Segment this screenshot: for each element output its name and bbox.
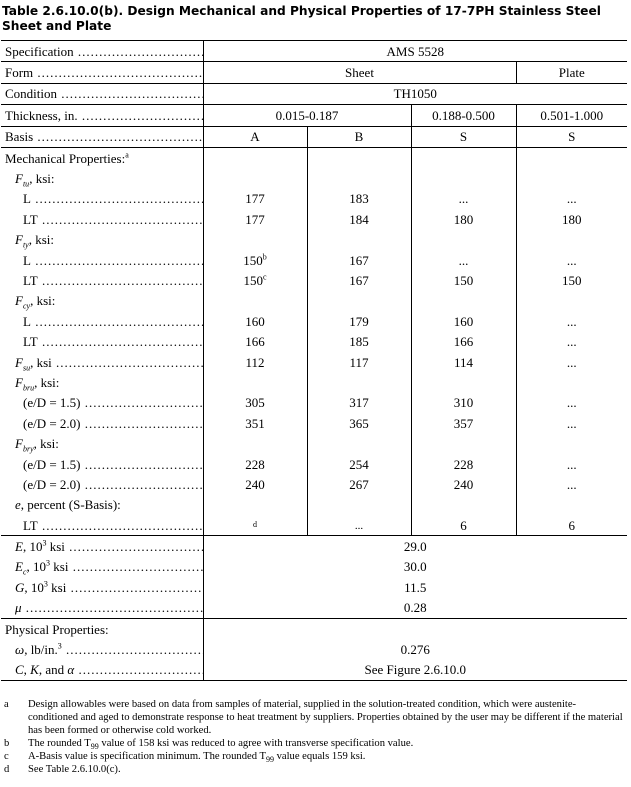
fbru-heading-row — [1, 372, 627, 392]
row-label: LT ..... — [1, 270, 203, 290]
elongation-label: e, percent (S-Basis): — [1, 495, 203, 515]
value-cell: ... — [566, 476, 577, 492]
modulus-ec-row — [1, 557, 627, 577]
fcy-heading-row — [1, 291, 627, 311]
row-label: LT ..... — [1, 515, 203, 536]
value-cell: 183 — [307, 189, 411, 209]
value-cell: 167 — [307, 270, 411, 290]
specification-value: AMS 5528 — [203, 41, 627, 62]
mechanical-heading: Mechanical Properties:$^a$ — [1, 147, 203, 168]
thickness-plate-thick: 0.501-1.000 — [516, 105, 627, 126]
footnote-key: b — [4, 738, 10, 749]
table-row — [1, 393, 627, 413]
value-cell: ... — [411, 189, 516, 209]
footnote-key: a — [4, 699, 9, 710]
modulus-e-value: 29.0 — [203, 536, 627, 557]
fty-label: $F_{ty}$, ksi: — [1, 230, 203, 250]
value-cell: 167 — [307, 250, 411, 270]
condition-label: Condition ..... — [1, 83, 203, 104]
density-row — [1, 639, 627, 659]
fsu-row — [1, 352, 627, 372]
basis-cell: A — [203, 126, 307, 147]
value-cell: 112 — [203, 352, 307, 372]
modulus-ec-label: $E_c$, $10^3$ ksi ..... — [1, 557, 203, 577]
table-title: Table 2.6.10.0(b). Design Mechanical and Physical Properties of 17-7PH Stainless Steel Sheet and Plate — [2, 4, 601, 33]
value-cell: 351 — [203, 413, 307, 433]
value-cell: 357 — [411, 413, 516, 433]
value-cell: 160 — [411, 311, 516, 331]
value-cell: 114 — [411, 352, 516, 372]
form-row — [1, 62, 627, 83]
value-cell: ... — [566, 415, 577, 431]
value-cell: 179 — [307, 311, 411, 331]
value-cell: 184 — [307, 209, 411, 229]
footnote — [4, 737, 624, 750]
footnote-key: c — [4, 751, 9, 762]
thermal-value: See Figure 2.6.10.0 — [203, 660, 627, 681]
footnote-text: Design allowables were based on data from samples of material, supplied in the solution-treated condition, which were austenite-conditioned and aged to demonstrate response to heat treatment by suppliers. Properties obtained by the user may be different if the material has been formed or otherwise cold worked. — [28, 699, 623, 736]
fbry-heading-row — [1, 433, 627, 453]
basis-row — [1, 126, 627, 147]
condition-row — [1, 83, 627, 104]
table-row — [1, 454, 627, 474]
value-cell: 160 — [203, 311, 307, 331]
table-row — [1, 331, 627, 351]
form-plate: Plate — [516, 62, 627, 83]
specification-label: Specification ..... — [1, 41, 203, 62]
mechanical-heading-row — [1, 147, 627, 168]
basis-cell: S — [411, 126, 516, 147]
row-label: (e/D = 1.5) ..... — [1, 393, 203, 413]
form-sheet: Sheet — [203, 62, 516, 83]
physical-heading: Physical Properties: — [1, 618, 203, 639]
footnote — [4, 698, 624, 737]
value-cell: 150 — [562, 272, 582, 288]
row-label: LT ..... — [1, 331, 203, 351]
table-row — [1, 311, 627, 331]
row-label: LT ..... — [1, 209, 203, 229]
value-cell: 240 — [203, 474, 307, 494]
value-cell: ... — [307, 515, 411, 536]
value-cell: 166 — [203, 331, 307, 351]
value-cell: 150$^c$ — [203, 270, 307, 290]
value-cell: 305 — [203, 393, 307, 413]
value-cell: ... — [566, 191, 577, 207]
thickness-plate-mid: 0.188-0.500 — [411, 105, 516, 126]
elongation-heading-row — [1, 495, 627, 515]
row-label: (e/D = 2.0) ..... — [1, 413, 203, 433]
table-row — [1, 209, 627, 229]
value-cell: 180 — [411, 209, 516, 229]
value-cell: 150 — [411, 270, 516, 290]
modulus-g-row — [1, 577, 627, 597]
basis-cell: S — [516, 126, 627, 147]
value-cell: 317 — [307, 393, 411, 413]
value-cell: 228 — [203, 454, 307, 474]
condition-value: TH1050 — [203, 83, 627, 104]
fbru-label: $F_{bru}$, ksi: — [1, 372, 203, 392]
modulus-g-label: G, $10^3$ ksi ..... — [1, 577, 203, 597]
value-cell: ... — [566, 354, 577, 370]
value-cell: 185 — [307, 331, 411, 351]
row-label: L ..... — [1, 311, 203, 331]
row-label: L ..... — [1, 250, 203, 270]
footnotes — [4, 698, 624, 776]
thermal-label: C, K, and α ..... — [1, 660, 203, 681]
value-cell: 240 — [411, 474, 516, 494]
row-label: (e/D = 2.0) ..... — [1, 474, 203, 494]
modulus-e-label: E, $10^3$ ksi ..... — [1, 536, 203, 557]
properties-table — [1, 40, 627, 681]
table-row — [1, 515, 627, 536]
basis-label: Basis ..... — [1, 126, 203, 147]
value-cell: ... — [411, 250, 516, 270]
value-cell: 254 — [307, 454, 411, 474]
table-row — [1, 474, 627, 494]
value-cell: 150$^b$ — [203, 250, 307, 270]
physical-heading-row — [1, 618, 627, 639]
specification-row — [1, 41, 627, 62]
modulus-e-row — [1, 536, 627, 557]
footnote-text: See Table 2.6.10.0(c). — [28, 764, 121, 775]
value-cell: ... — [566, 334, 577, 350]
modulus-g-value: 11.5 — [404, 579, 427, 595]
poisson-label: μ ..... — [1, 598, 203, 619]
density-label: ω, lb/in.$^3$ ..... — [1, 639, 203, 659]
poisson-row — [1, 598, 627, 619]
table-row — [1, 413, 627, 433]
thickness-sheet-thin: 0.015-0.187 — [203, 105, 411, 126]
value-cell: ... — [566, 313, 577, 329]
footnote — [4, 750, 624, 763]
table-row — [1, 250, 627, 270]
value-cell: 267 — [307, 474, 411, 494]
density-value: 0.276 — [400, 642, 430, 658]
value-cell: 365 — [307, 413, 411, 433]
value-cell: 6 — [411, 515, 516, 536]
value-cell: 117 — [307, 352, 411, 372]
value-cell: ... — [566, 252, 577, 268]
thermal-row — [1, 660, 627, 681]
thickness-row — [1, 105, 627, 126]
fcy-label: $F_{cy}$, ksi: — [1, 291, 203, 311]
thickness-label: Thickness, in. ..... — [1, 105, 203, 126]
ftu-label: $F_{tu}$, ksi: — [1, 168, 203, 188]
value-cell: 177 — [203, 189, 307, 209]
value-cell: ... — [566, 395, 577, 411]
footnote-key: d — [4, 764, 10, 775]
value-cell: ... — [566, 456, 577, 472]
value-cell: 166 — [411, 331, 516, 351]
basis-cell: B — [307, 126, 411, 147]
fsu-label: $F_{su}$, ksi ..... — [1, 352, 203, 372]
value-cell: 310 — [411, 393, 516, 413]
row-label: L ..... — [1, 189, 203, 209]
fbry-label: $F_{bry}$, ksi: — [1, 433, 203, 453]
value-cell: d — [203, 515, 307, 536]
poisson-value: 0.28 — [403, 600, 427, 616]
modulus-ec-value: 30.0 — [403, 559, 427, 575]
value-cell: 6 — [568, 517, 575, 533]
value-cell: 177 — [203, 209, 307, 229]
value-cell: 180 — [562, 211, 582, 227]
footnote-text: A-Basis value is specification minimum. The rounded $T_{99}$ value equals 159 ksi. — [28, 751, 366, 765]
fty-heading-row — [1, 230, 627, 250]
form-label: Form ..... — [1, 62, 203, 83]
ftu-heading-row — [1, 168, 627, 188]
footnote-text: The rounded $T_{99}$ value of 158 ksi was reduced to agree with transverse specification value. — [28, 738, 414, 752]
table-row — [1, 270, 627, 290]
footnote — [4, 763, 624, 776]
value-cell: 228 — [411, 454, 516, 474]
table-row — [1, 189, 627, 209]
row-label: (e/D = 1.5) ..... — [1, 454, 203, 474]
